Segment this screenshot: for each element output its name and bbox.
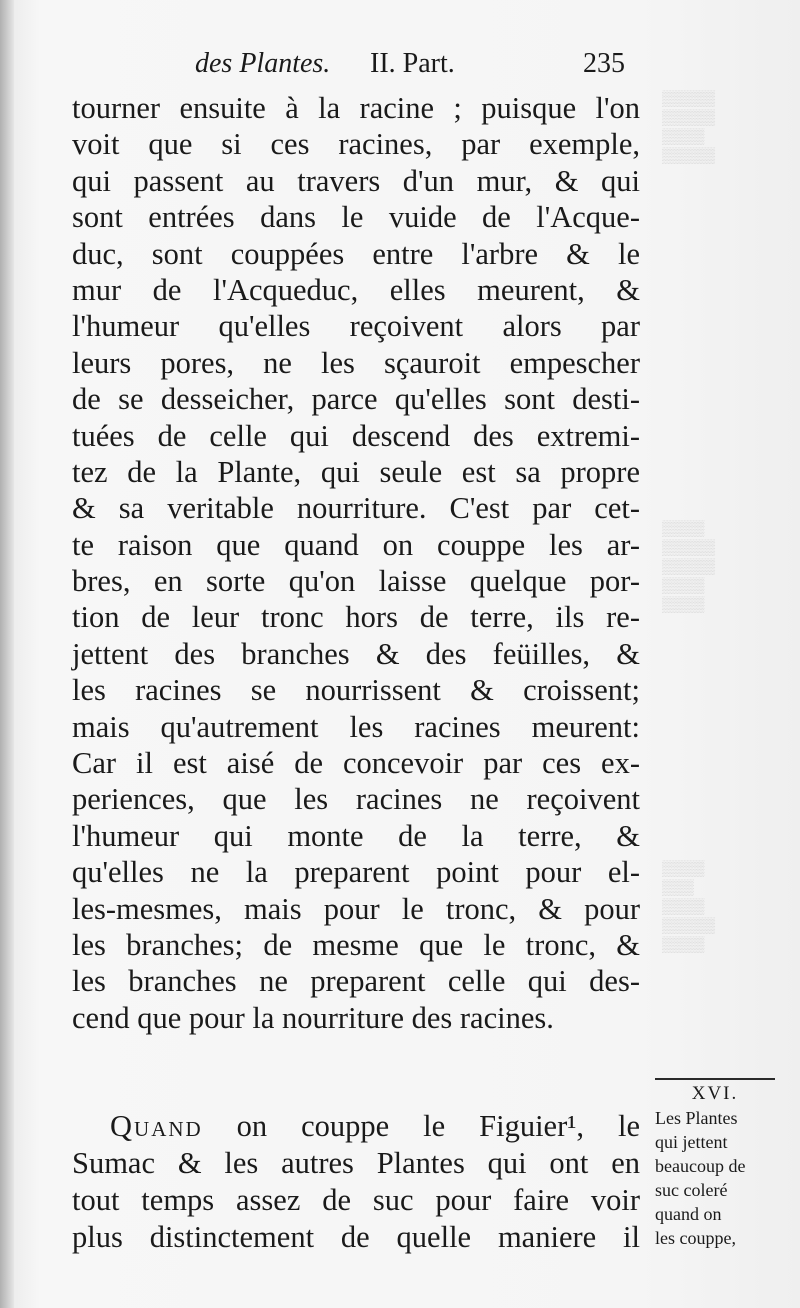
text-line: Car il est aisé de concevoir par ces ex- [72, 746, 640, 781]
margin-note [655, 1078, 775, 1250]
section-paragraph [72, 1108, 640, 1256]
margin-rule [655, 1078, 775, 1080]
text-line: tion de leur tronc hors de terre, ils re- [72, 600, 640, 635]
text-line: jettent des branches & des feüilles, & [72, 636, 640, 671]
text-line: plus distinctement de quelle maniere il [72, 1220, 640, 1254]
text-line: leurs pores, ne les sçauroit empescher [72, 345, 640, 380]
note-line: suc coleré [655, 1180, 728, 1200]
show-through-text: ▒▒▒▒▒ ▒▒▒▒▒ ▒▒▒▒ ▒▒▒▒▒ [662, 91, 716, 164]
text-line: cend que pour la nourriture des racines. [72, 1000, 554, 1035]
part-label: II. Part. [370, 48, 455, 79]
text-line [72, 1108, 640, 1145]
text-line: les-mesmes, mais pour le tronc, & pour [72, 891, 640, 926]
text-line: duc, sont couppées entre l'arbre & le [72, 236, 640, 271]
text-line: l'humeur qui monte de la terre, & [72, 818, 640, 853]
text-line: tourner ensuite à la racine ; puisque l'on [72, 91, 640, 125]
lead-word: Quand [110, 1109, 203, 1143]
show-through-text: ▒▒▒▒ ▒▒▒ ▒▒▒▒ ▒▒▒▒▒ ▒▒▒▒ [662, 861, 716, 953]
text-line: tout temps assez de suc pour faire voir [72, 1183, 640, 1217]
text-line: periences, que les racines ne reçoivent [72, 782, 640, 817]
show-through-text: ▒▒▒▒ ▒▒▒▒▒ ▒▒▒▒▒ ▒▒▒▒ ▒▒▒▒ [662, 521, 716, 613]
note-line: Les Plantes [655, 1108, 738, 1128]
text-line: tuées de celle qui descend des extremi- [72, 418, 640, 453]
section-numeral: XVI. [691, 1083, 739, 1104]
running-title: des Plantes. [195, 48, 331, 79]
text-line: & sa veritable nourriture. C'est par cet- [72, 491, 640, 526]
note-line: les couppe, [655, 1228, 736, 1248]
text-line: qui passent au travers d'un mur, & qui [72, 163, 640, 198]
text-line: tez de la Plante, qui seule est sa propre [72, 454, 640, 489]
page-number: 235 [583, 48, 625, 79]
text-line: qu'elles ne la preparent point pour el- [72, 855, 640, 890]
lead-line-rest: on couppe le Figuier¹, le [236, 1109, 640, 1143]
text-line: les branches ne preparent celle qui des- [72, 964, 640, 999]
note-line: qui jettent [655, 1132, 728, 1152]
text-line: l'humeur qu'elles reçoivent alors par [72, 309, 640, 344]
text-line: de se desseicher, parce qu'elles sont desti- [72, 382, 640, 417]
text-line: les branches; de mesme que le tronc, & [72, 927, 640, 962]
text-line: te raison que quand on couppe les ar- [72, 527, 640, 562]
page-gutter-shadow [0, 0, 14, 1308]
note-line: beaucoup de [655, 1156, 746, 1176]
running-header [195, 48, 655, 88]
text-line: voit que si ces racines, par exemple, [72, 127, 640, 162]
text-line: bres, en sorte qu'on laisse quelque por- [72, 564, 640, 599]
text-line: sont entrées dans le vuide de l'Acque- [72, 200, 640, 235]
text-line: les racines se nourrissent & croissent; [72, 673, 640, 708]
text-line: mais qu'autrement les racines meurent: [72, 709, 640, 744]
text-line: Sumac & les autres Plantes qui ont en [72, 1146, 640, 1180]
note-line: quand on [655, 1204, 722, 1224]
text-line: mur de l'Acqueduc, elles meurent, & [72, 272, 640, 307]
body-paragraph [72, 90, 640, 1036]
